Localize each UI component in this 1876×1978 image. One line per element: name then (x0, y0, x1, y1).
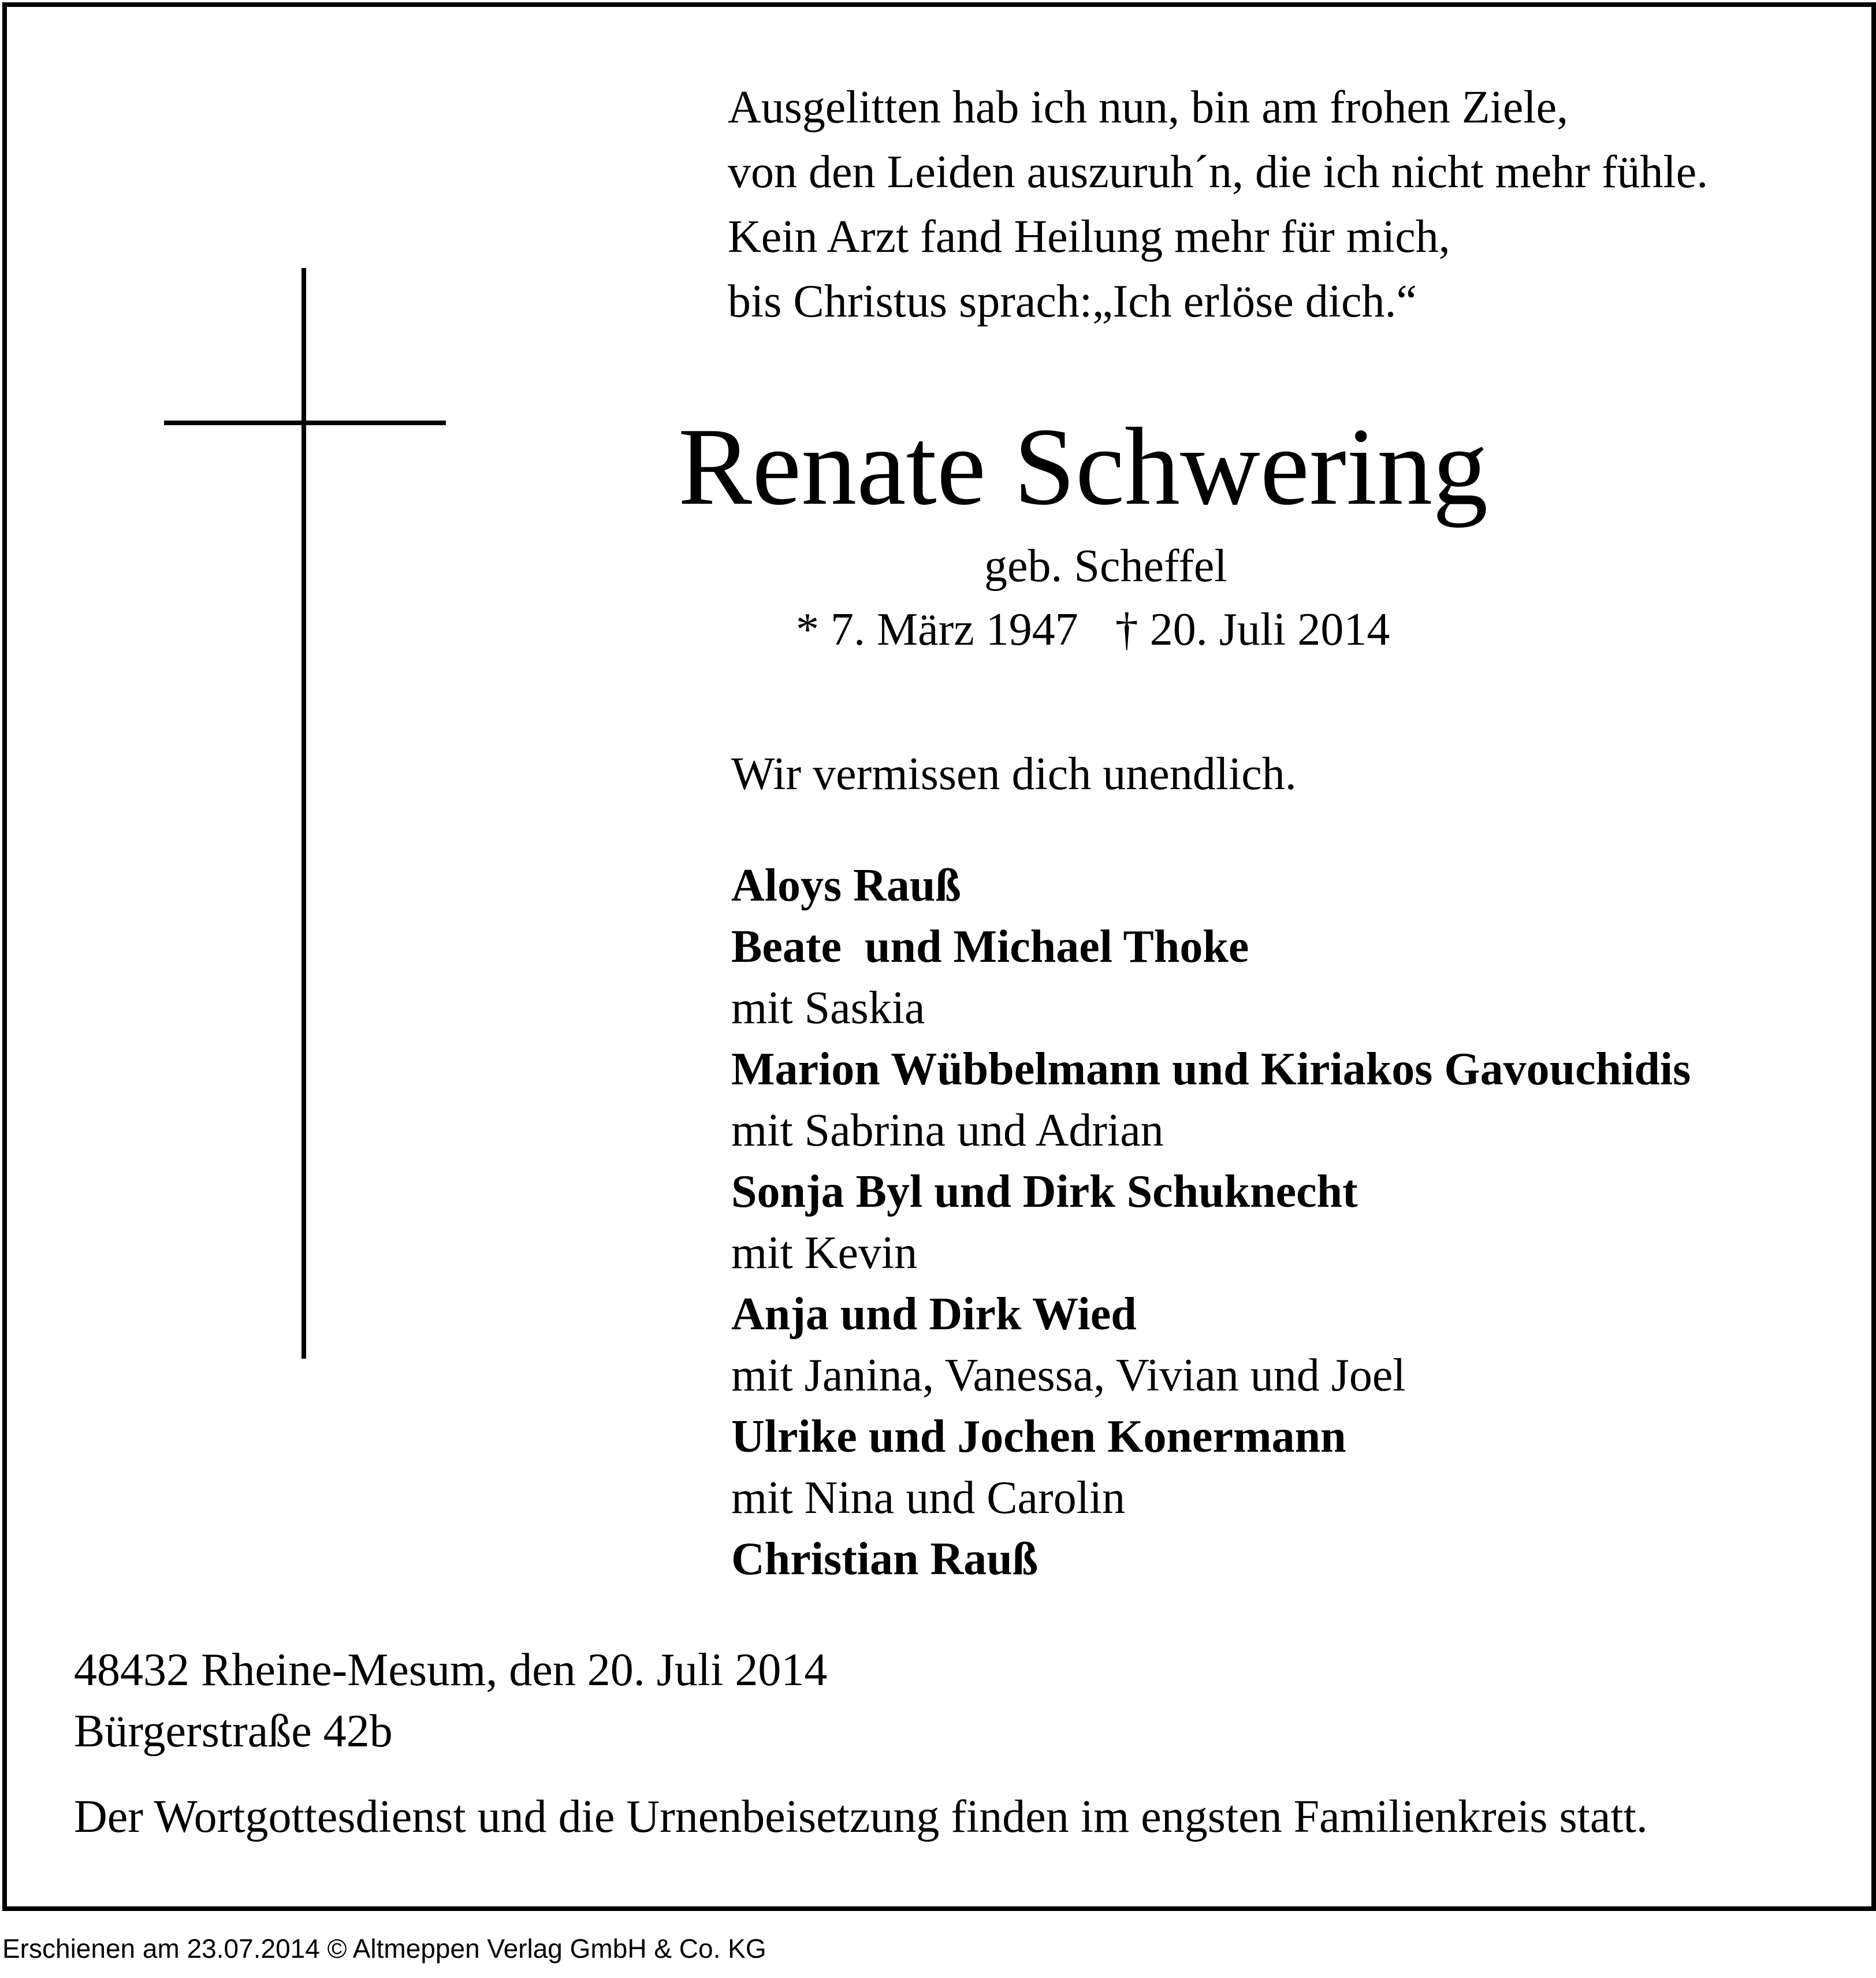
mourner-line: Anja und Dirk Wied (731, 1289, 1137, 1340)
farewell-message: Wir vermissen dich unendlich. (731, 749, 1297, 800)
mourner-line: mit Nina und Carolin (731, 1473, 1126, 1523)
mourner-line: Christian Rauß (731, 1534, 1038, 1585)
maiden-name: geb. Scheffel (984, 541, 1227, 592)
deceased-name: Renate Schwering (678, 405, 1488, 528)
cross-icon-vertical-bar (302, 268, 306, 1359)
cross-icon-horizontal-bar (164, 421, 446, 425)
mourner-line: mit Kevin (731, 1228, 918, 1278)
poem-line: Kein Arzt fand Heilung mehr für mich, (728, 211, 1450, 262)
life-dates (796, 601, 1605, 659)
poem (728, 75, 1825, 334)
death-date: † 20. Juli 2014 (1115, 604, 1390, 655)
birth-date: * 7. März 1947 (796, 604, 1078, 655)
poem-line: bis Christus sprach:„Ich erlöse dich.“ (728, 276, 1417, 327)
address-block (74, 1639, 1114, 1762)
mourner-line: Marion Wübbelmann und Kiriakos Gavouchidis (731, 1044, 1691, 1095)
mourner-line: mit Saskia (731, 983, 925, 1033)
mourners-list (731, 855, 1829, 1590)
poem-line: Ausgelitten hab ich nun, bin am frohen Ziele, (728, 82, 1569, 133)
mourner-line: Sonja Byl und Dirk Schuknecht (731, 1166, 1358, 1217)
place-and-date: 48432 Rheine-Mesum, den 20. Juli 2014 (74, 1645, 828, 1696)
mourner-line: mit Janina, Vanessa, Vivian und Joel (731, 1350, 1406, 1401)
service-note: Der Wortgottesdienst und die Urnenbeisetzung finden im engsten Familienkreis statt. (74, 1791, 1648, 1842)
mourner-line: Ulrike und Jochen Konermann (731, 1411, 1346, 1462)
mourner-line: Beate und Michael Thoke (731, 921, 1249, 972)
mourner-line: Aloys Rauß (731, 860, 961, 911)
poem-line: von den Leiden auszuruh´n, die ich nicht mehr fühle. (728, 147, 1708, 198)
mourner-line: mit Sabrina und Adrian (731, 1105, 1164, 1156)
publication-footer: Erschienen am 23.07.2014 © Altmeppen Verlag GmbH & Co. KG (2, 1934, 766, 1964)
street-address: Bürgerstraße 42b (74, 1706, 393, 1757)
